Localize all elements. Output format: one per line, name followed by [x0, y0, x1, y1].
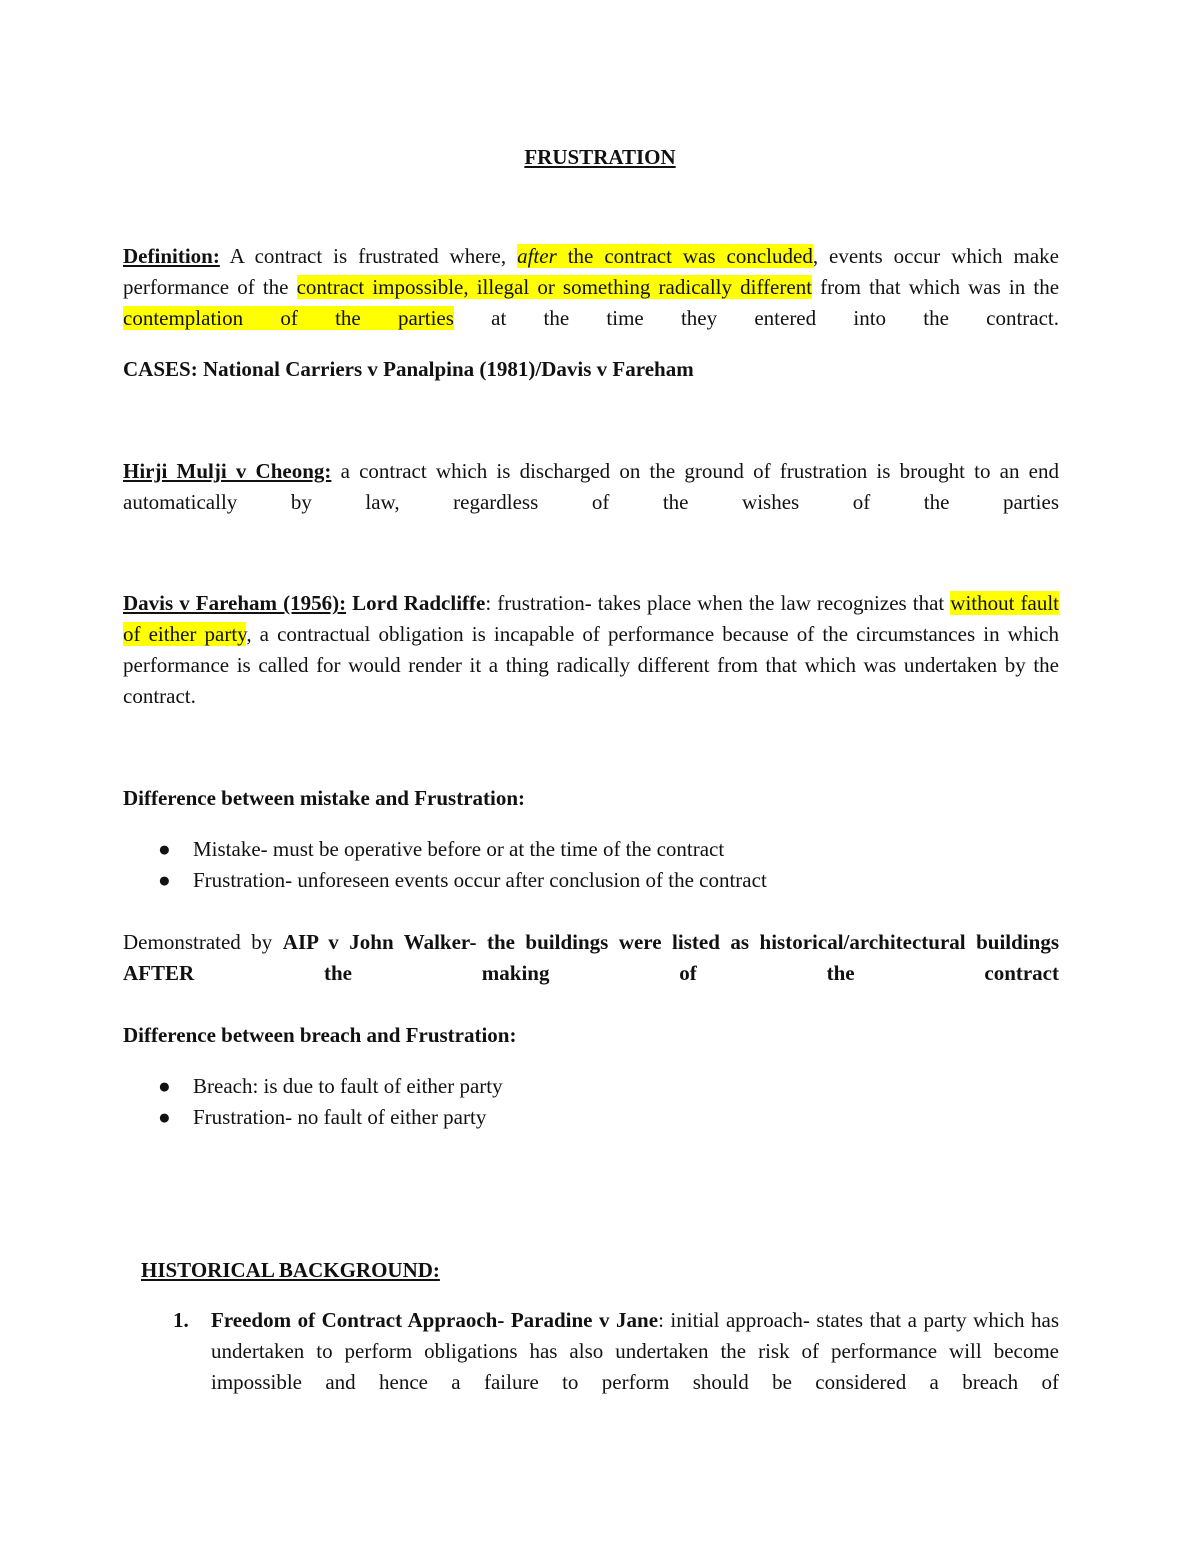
davis-text-1: : frustration- takes place when the law recognizes that	[485, 591, 951, 615]
davis-text-2: , a contractual obligation is incapable of performance because of the circumstances in which performance is called for would render it a thing radically different from that which was undertaken by the contract.	[123, 622, 1059, 708]
highlight-after-word: after	[517, 244, 557, 268]
definition-text-2: , events occur which make performance of the	[123, 244, 1059, 299]
mistake-heading	[123, 783, 1059, 814]
breach-heading-text: Difference between breach and Frustration:	[123, 1023, 517, 1047]
numbered-item-body	[211, 1305, 1059, 1398]
list-item-text: Breach: is due to fault of either party	[193, 1074, 503, 1098]
list-item-text: Frustration- no fault of either party	[193, 1105, 487, 1129]
hirji-paragraph	[123, 456, 1059, 518]
list-item	[123, 1071, 1059, 1102]
list-item-text: Frustration- unforeseen events occur after conclusion of the contract	[193, 868, 767, 892]
title-text: FRUSTRATION	[524, 145, 676, 169]
hirji-text: a contract which is discharged on the ground of frustration is brought to an end automatically by law, regardless of the wishes of the parties	[123, 459, 1059, 514]
mistake-heading-text: Difference between mistake and Frustration:	[123, 786, 526, 810]
cases-text: CASES: National Carriers v Panalpina (1981)/Davis v Fareham	[123, 357, 694, 381]
demonstrated-bold: AIP v John Walker- the buildings were listed as historical/architectural buildings AFTER the making of the contract	[123, 930, 1059, 985]
highlight-impossible: contract impossible, illegal or something radically different	[296, 275, 813, 299]
bullet-icon: ●	[158, 1105, 171, 1129]
davis-paragraph	[123, 588, 1059, 712]
davis-label: Davis v Fareham (1956):	[123, 591, 347, 615]
definition-paragraph	[123, 241, 1059, 334]
demonstrated-paragraph	[123, 927, 1059, 989]
list-item	[123, 834, 1059, 865]
definition-text-1: A contract is frustrated where,	[219, 244, 518, 268]
item-number: 1.	[173, 1308, 189, 1332]
historical-heading	[141, 1255, 1077, 1286]
hirji-label: Hirji Mulji v Cheong:	[123, 459, 332, 483]
breach-heading	[123, 1020, 1059, 1051]
bullet-icon: ●	[158, 1074, 171, 1098]
definition-text-3: from that which was in the	[812, 275, 1060, 299]
cases-line	[123, 354, 1059, 385]
historical-heading-text: HISTORICAL BACKGROUND:	[141, 1258, 440, 1282]
numbered-item-bold: Freedom of Contract Appraoch- Paradine v Jane	[211, 1308, 659, 1332]
definition-text-4: at the time they entered into the contract.	[453, 306, 1060, 330]
highlight-without-fault: without fault of either party	[123, 591, 1060, 646]
bullet-icon: ●	[158, 868, 171, 892]
list-item	[123, 1102, 1059, 1133]
breach-bullet-list	[123, 1071, 1059, 1133]
list-item	[123, 865, 1059, 896]
highlight-concluded: the contract was concluded	[556, 244, 813, 268]
list-item-text: Mistake- must be operative before or at the time of the contract	[193, 837, 725, 861]
page-title	[0, 142, 1200, 173]
highlight-after	[517, 244, 813, 268]
bullet-icon: ●	[158, 837, 171, 861]
numbered-item-text: : initial approach- states that a party which has undertaken to perform obligations has also undertaken the risk of performance will become impossible and hence a failure to perform should be considered a breach of	[211, 1308, 1059, 1394]
demonstrated-text: Demonstrated by	[123, 930, 283, 954]
mistake-bullet-list	[123, 834, 1059, 896]
highlight-contemplation: contemplation of the parties	[123, 306, 454, 330]
numbered-item-1	[173, 1305, 1059, 1398]
davis-lord: Lord Radcliffe	[346, 591, 486, 615]
definition-label: Definition:	[123, 244, 220, 268]
